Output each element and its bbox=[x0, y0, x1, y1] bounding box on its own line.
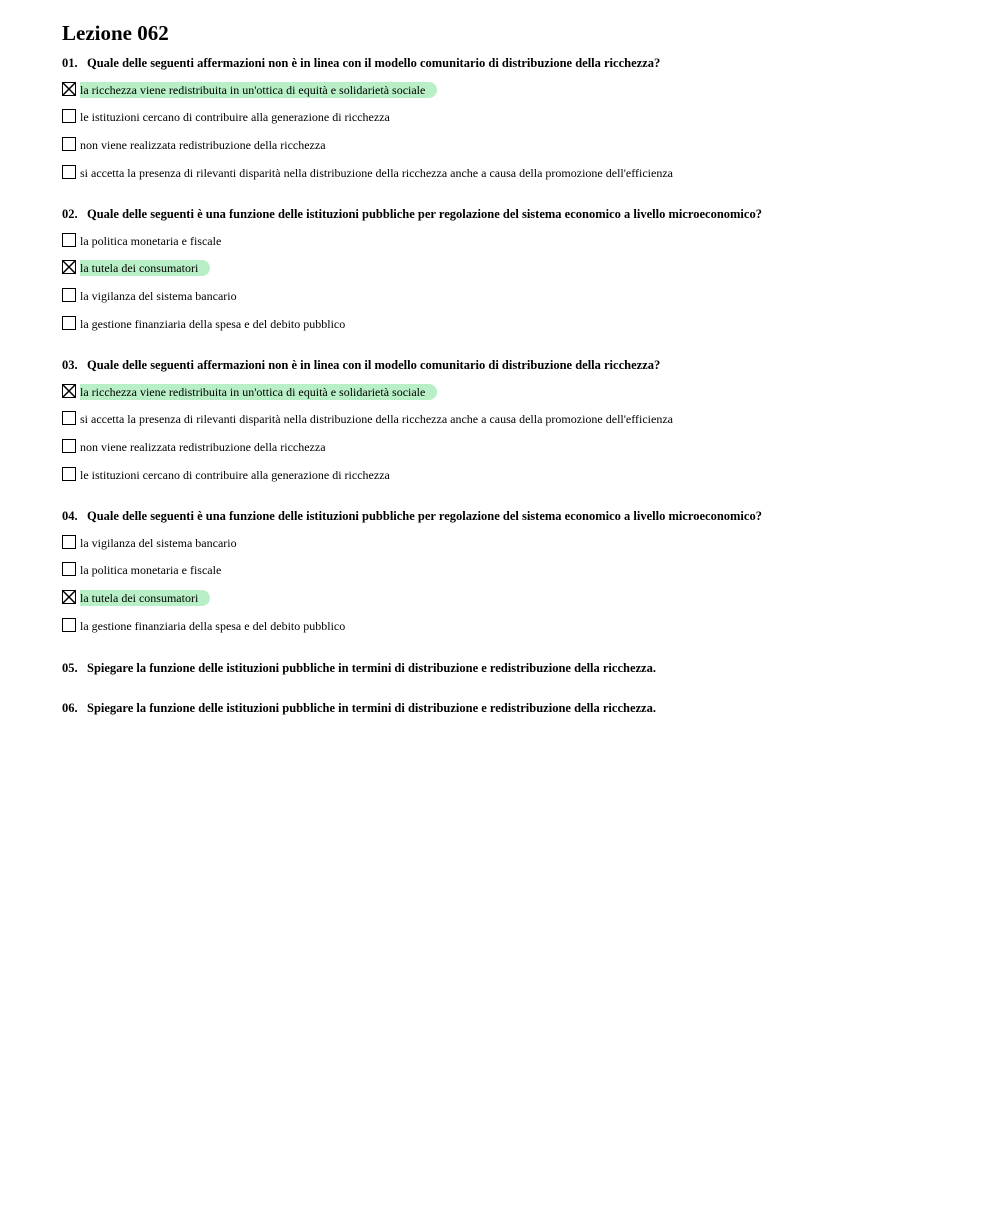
question-03 bbox=[62, 357, 660, 373]
question-05 bbox=[62, 660, 656, 676]
checkbox-checked[interactable] bbox=[62, 590, 76, 604]
option-label: la gestione finanziaria della spesa e del debito pubblico bbox=[80, 619, 346, 633]
option-label: si accetta la presenza di rilevanti disparità nella distribuzione della ricchezza anche a causa della promozione dell'efficienza bbox=[80, 166, 673, 180]
checkbox[interactable] bbox=[62, 618, 76, 632]
option-label-correct: la tutela dei consumatori bbox=[80, 590, 210, 606]
checkbox-checked[interactable] bbox=[62, 82, 76, 96]
checkbox[interactable] bbox=[62, 109, 76, 123]
checkbox[interactable] bbox=[62, 439, 76, 453]
option-label: le istituzioni cercano di contribuire alla generazione di ricchezza bbox=[80, 110, 390, 124]
cross-icon bbox=[63, 83, 75, 95]
question-number: 01. bbox=[62, 56, 78, 70]
checkbox[interactable] bbox=[62, 467, 76, 481]
option-label: si accetta la presenza di rilevanti disparità nella distribuzione della ricchezza anche a causa della promozione dell'efficienza bbox=[80, 412, 673, 426]
question-06 bbox=[62, 700, 656, 716]
cross-icon bbox=[63, 385, 75, 397]
checkbox[interactable] bbox=[62, 137, 76, 151]
checkbox[interactable] bbox=[62, 562, 76, 576]
question-text: Quale delle seguenti affermazioni non è in linea con il modello comunitario di distribuzione della ricchezza? bbox=[87, 358, 661, 372]
option-label: non viene realizzata redistribuzione della ricchezza bbox=[80, 440, 326, 454]
option-label: la gestione finanziaria della spesa e del debito pubblico bbox=[80, 317, 346, 331]
question-number: 06. bbox=[62, 701, 78, 715]
question-text: Spiegare la funzione delle istituzioni pubbliche in termini di distribuzione e redistribuzione della ricchezza. bbox=[87, 701, 656, 715]
question-number: 02. bbox=[62, 207, 78, 221]
question-text: Spiegare la funzione delle istituzioni pubbliche in termini di distribuzione e redistribuzione della ricchezza. bbox=[87, 661, 656, 675]
option-label: la politica monetaria e fiscale bbox=[80, 234, 222, 248]
checkbox[interactable] bbox=[62, 233, 76, 247]
question-text: Quale delle seguenti è una funzione delle istituzioni pubbliche per regolazione del sistema economico a livello microeconomico? bbox=[87, 509, 762, 523]
checkbox[interactable] bbox=[62, 316, 76, 330]
checkbox-checked[interactable] bbox=[62, 260, 76, 274]
option-label-correct: la ricchezza viene redistribuita in un'ottica di equità e solidarietà sociale bbox=[80, 384, 437, 400]
checkbox[interactable] bbox=[62, 288, 76, 302]
question-number: 05. bbox=[62, 661, 78, 675]
question-01 bbox=[62, 55, 660, 71]
question-number: 03. bbox=[62, 358, 78, 372]
cross-icon bbox=[63, 261, 75, 273]
option-label-correct: la ricchezza viene redistribuita in un'ottica di equità e solidarietà sociale bbox=[80, 82, 437, 98]
checkbox-checked[interactable] bbox=[62, 384, 76, 398]
question-02 bbox=[62, 206, 762, 222]
option-label: le istituzioni cercano di contribuire alla generazione di ricchezza bbox=[80, 468, 390, 482]
option-label-correct: la tutela dei consumatori bbox=[80, 260, 210, 276]
checkbox[interactable] bbox=[62, 535, 76, 549]
cross-icon bbox=[63, 591, 75, 603]
option-label: la vigilanza del sistema bancario bbox=[80, 289, 237, 303]
option-label: la politica monetaria e fiscale bbox=[80, 563, 222, 577]
question-04 bbox=[62, 508, 762, 524]
question-text: Quale delle seguenti affermazioni non è in linea con il modello comunitario di distribuzione della ricchezza? bbox=[87, 56, 661, 70]
question-number: 04. bbox=[62, 509, 78, 523]
option-label: non viene realizzata redistribuzione della ricchezza bbox=[80, 138, 326, 152]
checkbox[interactable] bbox=[62, 165, 76, 179]
page-title: Lezione 062 bbox=[62, 21, 169, 45]
option-label: la vigilanza del sistema bancario bbox=[80, 536, 237, 550]
question-text: Quale delle seguenti è una funzione delle istituzioni pubbliche per regolazione del sistema economico a livello microeconomico? bbox=[87, 207, 762, 221]
checkbox[interactable] bbox=[62, 411, 76, 425]
